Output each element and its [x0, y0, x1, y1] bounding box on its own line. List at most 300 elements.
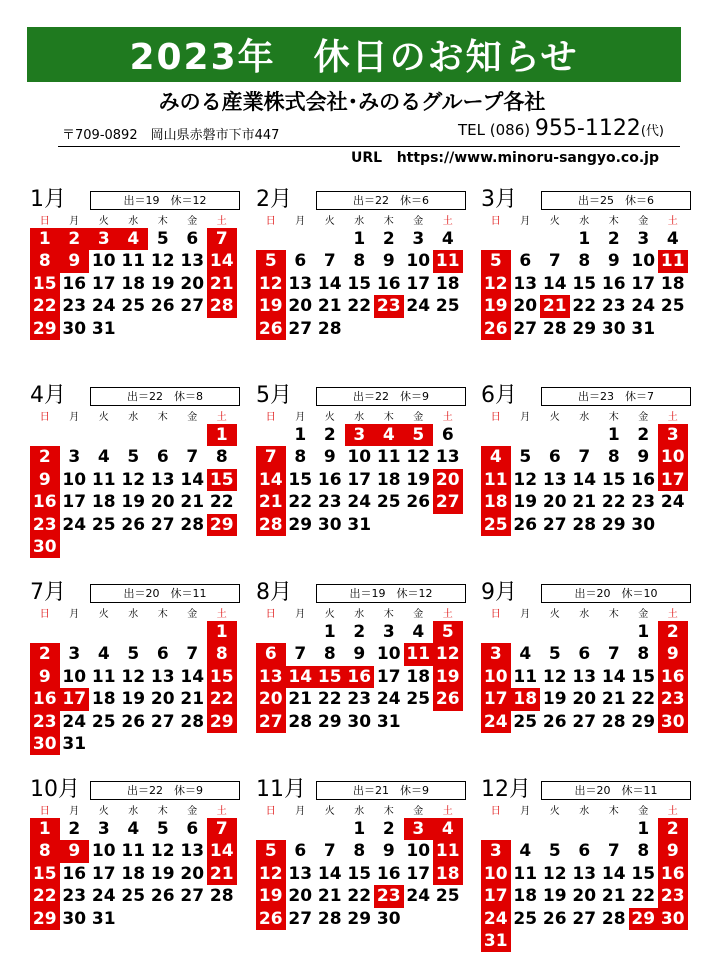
empty-day — [89, 424, 119, 446]
work-day: 28 — [601, 908, 626, 929]
work-day: 18 — [376, 469, 401, 490]
empty-day — [481, 228, 511, 250]
work-day: 19 — [542, 689, 567, 710]
weekday-label: 月 — [69, 806, 80, 817]
work-day: 5 — [127, 447, 140, 468]
work-day: 1 — [637, 622, 650, 642]
work-day: 6 — [519, 251, 532, 272]
holiday-day: 8 — [207, 643, 237, 665]
work-day: 6 — [578, 841, 591, 862]
work-day: 16 — [601, 273, 626, 294]
work-day: 17 — [62, 492, 87, 513]
holiday-day: 3 — [89, 228, 119, 250]
weekday-label: 土 — [667, 609, 678, 620]
month-header — [481, 383, 691, 409]
weekday-label: 土 — [216, 609, 227, 620]
holiday-day: 21 — [207, 273, 237, 295]
work-day: 8 — [353, 841, 366, 862]
holiday-day: 23 — [658, 688, 688, 710]
holiday-day: 23 — [658, 885, 688, 907]
holiday-day: 5 — [404, 424, 434, 446]
website-url[interactable]: URL https://www.minoru-sangyo.co.jp — [351, 150, 659, 166]
empty-day — [286, 621, 316, 643]
holiday-day: 26 — [481, 318, 511, 340]
work-day: 16 — [376, 273, 401, 294]
empty-day — [315, 228, 345, 250]
holiday-day: 13 — [256, 666, 286, 688]
work-day: 14 — [180, 469, 205, 490]
weekday-label: 水 — [354, 609, 365, 620]
weekday-label: 土 — [442, 806, 453, 817]
holiday-day: 3 — [481, 643, 511, 665]
work-day: 30 — [631, 514, 656, 535]
work-day: 5 — [127, 644, 140, 665]
day-grid — [30, 411, 240, 558]
empty-day — [178, 424, 208, 446]
work-day: 9 — [382, 251, 395, 272]
holiday-day: 27 — [256, 711, 286, 733]
work-day: 8 — [637, 644, 650, 665]
weekday-label: 木 — [157, 412, 168, 423]
work-day: 22 — [347, 886, 372, 907]
empty-day — [256, 621, 286, 643]
empty-day — [30, 424, 60, 446]
work-day: 25 — [376, 492, 401, 513]
work-day: 17 — [91, 273, 116, 294]
holiday-day: 5 — [256, 840, 286, 862]
work-day: 8 — [294, 447, 307, 468]
work-day: 12 — [121, 666, 146, 687]
work-day: 5 — [156, 229, 169, 249]
work-day: 19 — [513, 492, 538, 513]
work-day: 13 — [513, 273, 538, 294]
empty-day — [570, 424, 600, 446]
holiday-day: 14 — [286, 666, 316, 688]
work-day: 24 — [347, 492, 372, 513]
work-day: 11 — [121, 251, 146, 272]
work-day: 26 — [542, 711, 567, 732]
work-day: 12 — [150, 251, 175, 272]
weekday-label: 水 — [579, 216, 590, 227]
empty-day — [570, 621, 600, 643]
holiday-day: 29 — [207, 711, 237, 733]
empty-day — [315, 818, 345, 840]
holiday-day: 29 — [30, 318, 60, 340]
work-day: 21 — [601, 886, 626, 907]
work-day: 8 — [353, 251, 366, 272]
workday-holiday-counts: 出＝19 休＝12 — [90, 191, 240, 210]
workday-holiday-counts: 出＝22 休＝6 — [316, 191, 466, 210]
weekday-label: 木 — [383, 609, 394, 620]
work-day: 14 — [542, 273, 567, 294]
work-day: 16 — [317, 469, 342, 490]
work-day: 20 — [288, 886, 313, 907]
work-day: 4 — [127, 819, 140, 839]
work-day: 11 — [121, 841, 146, 862]
weekday-label: 火 — [324, 216, 335, 227]
work-day: 21 — [317, 886, 342, 907]
work-day: 27 — [572, 908, 597, 929]
work-day: 24 — [660, 492, 685, 513]
holiday-day: 14 — [207, 250, 237, 272]
work-day: 21 — [317, 296, 342, 317]
work-day: 19 — [150, 273, 175, 294]
work-day: 7 — [186, 447, 199, 468]
work-day: 8 — [637, 841, 650, 862]
holiday-day: 5 — [481, 250, 511, 272]
work-day: 15 — [347, 863, 372, 884]
work-day: 26 — [513, 514, 538, 535]
divider-line — [58, 146, 680, 147]
postal-address: 〒709-0892 岡山県赤磐市下市447 — [62, 128, 280, 143]
work-day: 11 — [376, 447, 401, 468]
work-day: 2 — [637, 425, 650, 445]
empty-day — [511, 228, 541, 250]
weekday-label: 日 — [39, 806, 50, 817]
work-day: 29 — [601, 514, 626, 535]
weekday-label: 火 — [549, 806, 560, 817]
holiday-day: 18 — [511, 688, 541, 710]
holiday-day: 30 — [30, 536, 60, 558]
weekday-label: 月 — [520, 806, 531, 817]
work-day: 26 — [121, 711, 146, 732]
weekday-label: 火 — [98, 609, 109, 620]
work-day: 10 — [62, 469, 87, 490]
holiday-day: 23 — [374, 885, 404, 907]
weekday-label: 日 — [490, 412, 501, 423]
weekday-label: 金 — [187, 412, 198, 423]
work-day: 27 — [180, 296, 205, 317]
month-name: 1月 — [30, 187, 66, 212]
work-day: 12 — [406, 447, 431, 468]
weekday-label: 日 — [265, 806, 276, 817]
work-day: 29 — [631, 711, 656, 732]
work-day: 10 — [406, 251, 431, 272]
work-day: 1 — [637, 819, 650, 839]
month-name: 2月 — [256, 187, 292, 212]
weekday-label: 金 — [413, 216, 424, 227]
work-day: 25 — [660, 296, 685, 317]
work-day: 16 — [631, 469, 656, 490]
holiday-day: 19 — [433, 666, 463, 688]
work-day: 14 — [601, 863, 626, 884]
holiday-day: 9 — [658, 643, 688, 665]
work-day: 27 — [513, 318, 538, 339]
work-day: 23 — [317, 492, 342, 513]
work-day: 17 — [91, 863, 116, 884]
work-day: 1 — [323, 622, 336, 642]
holiday-day: 4 — [119, 228, 149, 250]
work-day: 25 — [513, 908, 538, 929]
work-day: 15 — [572, 273, 597, 294]
holiday-day: 17 — [481, 688, 511, 710]
work-day: 31 — [347, 514, 372, 535]
holiday-day: 20 — [433, 469, 463, 491]
weekday-label: 火 — [549, 216, 560, 227]
work-day: 27 — [150, 514, 175, 535]
weekday-label: 木 — [157, 806, 168, 817]
weekday-label: 土 — [216, 412, 227, 423]
tel-label: TEL (086) — [458, 121, 531, 139]
work-day: 29 — [317, 711, 342, 732]
weekday-label: 水 — [128, 216, 139, 227]
work-day: 14 — [317, 273, 342, 294]
weekday-label: 土 — [442, 412, 453, 423]
work-day: 26 — [150, 886, 175, 907]
workday-holiday-counts: 出＝23 休＝7 — [541, 387, 691, 406]
holiday-day: 14 — [256, 469, 286, 491]
holiday-day: 23 — [30, 514, 60, 536]
work-day: 20 — [572, 689, 597, 710]
work-day: 5 — [548, 644, 561, 665]
work-day: 23 — [62, 296, 87, 317]
weekday-label: 日 — [39, 609, 50, 620]
work-day: 12 — [150, 841, 175, 862]
weekday-label: 月 — [295, 806, 306, 817]
empty-day — [286, 228, 316, 250]
holiday-day: 28 — [207, 295, 237, 317]
work-day: 20 — [180, 863, 205, 884]
work-day: 2 — [323, 425, 336, 445]
holiday-day: 28 — [256, 514, 286, 536]
work-day: 5 — [548, 841, 561, 862]
month-calendar — [481, 580, 691, 733]
holiday-day: 26 — [256, 318, 286, 340]
holiday-day: 10 — [658, 446, 688, 468]
weekday-label: 土 — [216, 216, 227, 227]
telephone — [458, 116, 664, 141]
work-day: 21 — [288, 689, 313, 710]
work-day: 27 — [288, 908, 313, 929]
work-day: 29 — [572, 318, 597, 339]
work-day: 8 — [323, 644, 336, 665]
holiday-day: 16 — [30, 491, 60, 513]
weekday-label: 月 — [69, 412, 80, 423]
work-day: 10 — [91, 841, 116, 862]
work-day: 15 — [601, 469, 626, 490]
weekday-label: 金 — [413, 412, 424, 423]
holiday-day: 7 — [207, 228, 237, 250]
weekday-label: 木 — [383, 412, 394, 423]
work-day: 7 — [294, 644, 307, 665]
work-day: 20 — [288, 296, 313, 317]
work-day: 21 — [572, 492, 597, 513]
work-day: 1 — [353, 229, 366, 249]
weekday-label: 土 — [442, 609, 453, 620]
holiday-day: 19 — [256, 295, 286, 317]
work-day: 28 — [209, 886, 234, 907]
workday-holiday-counts: 出＝25 休＝6 — [541, 191, 691, 210]
weekday-label: 水 — [579, 806, 590, 817]
work-day: 8 — [215, 447, 228, 468]
work-day: 23 — [601, 296, 626, 317]
day-grid — [481, 805, 691, 952]
work-day: 4 — [97, 447, 110, 468]
weekday-label: 土 — [667, 412, 678, 423]
workday-holiday-counts: 出＝21 休＝9 — [316, 781, 466, 800]
work-day: 12 — [513, 469, 538, 490]
work-day: 27 — [150, 711, 175, 732]
empty-day — [481, 818, 511, 840]
weekday-label: 金 — [638, 806, 649, 817]
empty-day — [599, 621, 629, 643]
holiday-day: 2 — [30, 446, 60, 468]
holiday-day: 17 — [60, 688, 90, 710]
holiday-day: 4 — [374, 424, 404, 446]
work-day: 12 — [542, 666, 567, 687]
weekday-label: 金 — [187, 216, 198, 227]
holiday-day: 11 — [481, 469, 511, 491]
weekday-label: 月 — [520, 216, 531, 227]
weekday-label: 土 — [442, 216, 453, 227]
work-day: 28 — [572, 514, 597, 535]
work-day: 25 — [513, 711, 538, 732]
weekday-label: 金 — [413, 609, 424, 620]
holiday-day: 2 — [30, 643, 60, 665]
weekday-label: 日 — [265, 412, 276, 423]
work-day: 31 — [631, 318, 656, 339]
work-day: 16 — [62, 863, 87, 884]
work-day: 11 — [513, 863, 538, 884]
work-day: 19 — [150, 863, 175, 884]
holiday-day: 9 — [60, 840, 90, 862]
work-day: 11 — [513, 666, 538, 687]
work-day: 28 — [317, 318, 342, 339]
holiday-day: 16 — [658, 666, 688, 688]
holiday-day: 6 — [256, 643, 286, 665]
work-day: 25 — [435, 296, 460, 317]
month-name: 5月 — [256, 383, 292, 408]
workday-holiday-counts: 出＝20 休＝11 — [541, 781, 691, 800]
work-day: 13 — [180, 841, 205, 862]
work-day: 20 — [150, 492, 175, 513]
weekday-label: 金 — [413, 806, 424, 817]
weekday-label: 木 — [608, 806, 619, 817]
work-day: 6 — [186, 229, 199, 249]
work-day: 1 — [578, 229, 591, 249]
title-banner: 2023年 休日のお知らせ — [27, 27, 681, 82]
work-day: 24 — [631, 296, 656, 317]
holiday-day: 14 — [207, 840, 237, 862]
work-day: 30 — [62, 318, 87, 339]
work-day: 19 — [542, 886, 567, 907]
month-name: 10月 — [30, 777, 80, 802]
work-day: 28 — [180, 514, 205, 535]
work-day: 26 — [121, 514, 146, 535]
empty-day — [540, 818, 570, 840]
month-name: 11月 — [256, 777, 306, 802]
month-name: 7月 — [30, 580, 66, 605]
work-day: 15 — [631, 666, 656, 687]
holiday-day: 30 — [658, 711, 688, 733]
weekday-label: 水 — [354, 412, 365, 423]
work-day: 17 — [347, 469, 372, 490]
work-day: 30 — [347, 711, 372, 732]
work-day: 10 — [62, 666, 87, 687]
empty-day — [256, 818, 286, 840]
work-day: 9 — [607, 251, 620, 272]
weekday-label: 木 — [157, 216, 168, 227]
month-name: 4月 — [30, 383, 66, 408]
work-day: 25 — [435, 886, 460, 907]
month-header — [30, 777, 240, 803]
empty-day — [30, 621, 60, 643]
work-day: 24 — [91, 886, 116, 907]
weekday-label: 土 — [667, 806, 678, 817]
work-day: 10 — [91, 251, 116, 272]
weekday-label: 金 — [187, 806, 198, 817]
weekday-label: 金 — [187, 609, 198, 620]
work-day: 18 — [435, 273, 460, 294]
holiday-day: 26 — [433, 688, 463, 710]
month-header — [30, 580, 240, 606]
work-day: 24 — [91, 296, 116, 317]
weekday-label: 木 — [608, 412, 619, 423]
work-day: 27 — [542, 514, 567, 535]
work-day: 9 — [353, 644, 366, 665]
work-day: 24 — [406, 296, 431, 317]
work-day: 18 — [513, 886, 538, 907]
month-calendar — [256, 580, 466, 733]
work-day: 13 — [542, 469, 567, 490]
work-day: 25 — [121, 296, 146, 317]
work-day: 18 — [121, 273, 146, 294]
holiday-day: 1 — [207, 621, 237, 643]
work-day: 4 — [666, 229, 679, 249]
weekday-label: 金 — [638, 216, 649, 227]
work-day: 6 — [186, 819, 199, 839]
month-name: 12月 — [481, 777, 531, 802]
weekday-label: 月 — [295, 412, 306, 423]
holiday-day: 3 — [481, 840, 511, 862]
weekday-label: 火 — [98, 412, 109, 423]
holiday-day: 23 — [374, 295, 404, 317]
work-day: 10 — [406, 841, 431, 862]
weekday-label: 木 — [383, 806, 394, 817]
work-day: 3 — [68, 447, 81, 468]
day-grid — [256, 215, 466, 340]
holiday-day: 8 — [30, 250, 60, 272]
work-day: 2 — [382, 229, 395, 249]
work-day: 3 — [68, 644, 81, 665]
work-day: 6 — [294, 251, 307, 272]
weekday-label: 火 — [549, 412, 560, 423]
holiday-day: 7 — [207, 818, 237, 840]
work-day: 18 — [91, 492, 116, 513]
work-day: 10 — [376, 644, 401, 665]
holiday-day: 7 — [256, 446, 286, 468]
work-day: 1 — [607, 425, 620, 445]
work-day: 31 — [376, 711, 401, 732]
work-day: 6 — [156, 447, 169, 468]
holiday-day: 4 — [481, 446, 511, 468]
work-day: 2 — [353, 622, 366, 642]
empty-day — [60, 424, 90, 446]
weekday-label: 木 — [383, 216, 394, 227]
month-calendar — [30, 383, 240, 558]
work-day: 26 — [542, 908, 567, 929]
work-day: 13 — [288, 863, 313, 884]
work-day: 7 — [578, 447, 591, 468]
work-day: 21 — [180, 689, 205, 710]
work-day: 22 — [317, 689, 342, 710]
holiday-day: 27 — [433, 491, 463, 513]
weekday-label: 水 — [579, 609, 590, 620]
empty-day — [119, 621, 149, 643]
month-header — [481, 580, 691, 606]
empty-day — [540, 621, 570, 643]
empty-day — [286, 818, 316, 840]
